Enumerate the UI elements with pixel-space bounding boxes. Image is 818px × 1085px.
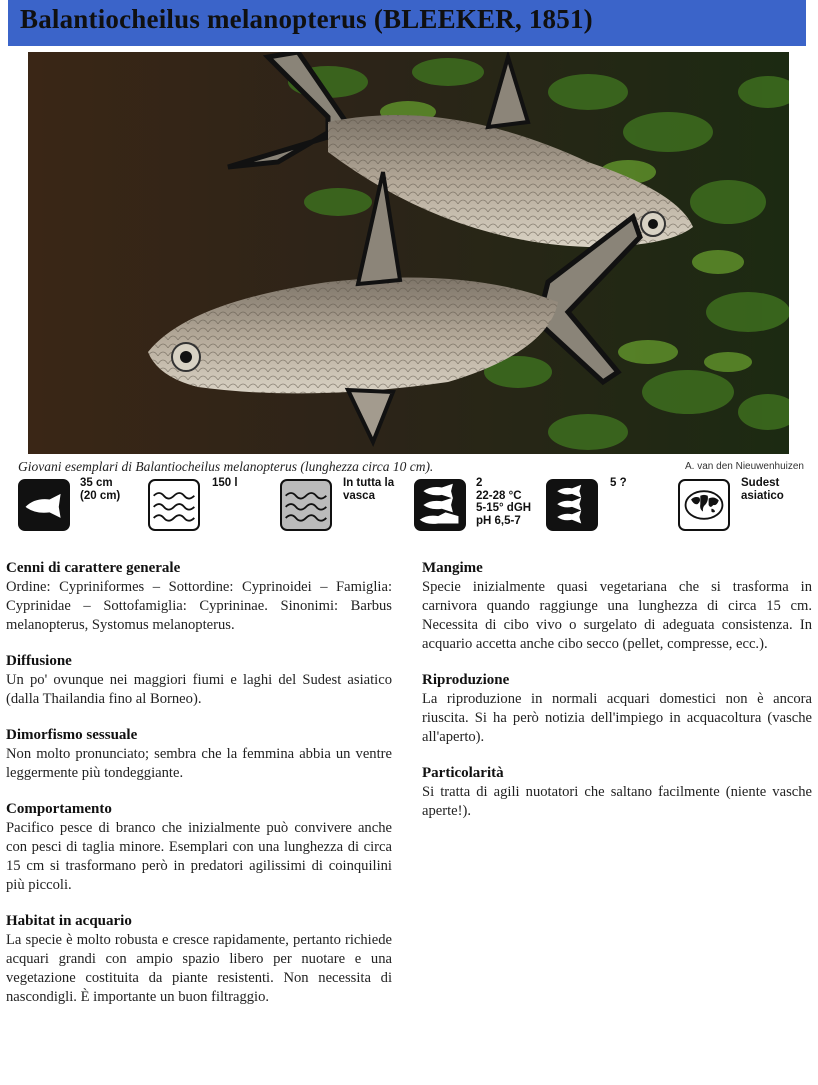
section-text: Un po' ovunque nei maggiori fiumi e laghi del Sudest asiatico (dalla Thailandia fino al Borneo). — [6, 672, 392, 707]
section-heading: Dimorfismo sessuale — [6, 727, 138, 743]
section-heading: Diffusione — [6, 653, 72, 669]
fish-size-icon — [18, 479, 70, 531]
swim-zone-text: In tutta la vasca — [343, 477, 395, 502]
section-heading: Cenni di carattere generale — [6, 560, 181, 576]
section-food — [422, 560, 812, 654]
section-dimorphism — [6, 727, 392, 783]
left-column — [6, 560, 392, 1025]
section-distribution — [6, 653, 392, 709]
globe-text: Sudest asiatico — [741, 477, 784, 502]
section-heading: Comportamento — [6, 801, 112, 817]
right-column — [422, 560, 812, 839]
fish-photo — [28, 52, 789, 454]
section-peculiarities — [422, 765, 812, 821]
photo-caption: Giovani esemplari di Balantiocheilus melanopterus (lunghezza circa 10 cm). — [18, 459, 434, 474]
swim-zone-icon — [280, 479, 332, 531]
fish-size-text: 35 cm (20 cm) — [80, 477, 121, 502]
section-text: Specie inizialmente quasi vegetariana che si trasforma in carnivora quando raggiunge una lunghezza di circa 15 cm. Necessita di cibo vivo o surgelato di adeguata consistenza. In acquario accetta anche cibo secco (pellet, compresse, ecc.). — [422, 579, 812, 652]
section-habitat — [6, 913, 392, 1007]
species-info-icons — [0, 475, 818, 535]
section-heading: Habitat in acquario — [6, 913, 132, 929]
section-text: Ordine: Cypriniformes – Sottordine: Cyprinoidei – Famiglia: Cyprinidae – Sottofamiglia: Cyprininae. Sinonimi: Barbus melanopterus, Systomus melanopterus. — [6, 579, 392, 633]
section-text: La specie è molto robusta e cresce rapidamente, pertanto richiede acquari grandi con ampio spazio libero per nuotare e una vegetazione costituita da piante resistenti. Non necessita di nascondigli. È importante un buon filtraggio. — [6, 932, 392, 1005]
section-reproduction — [422, 672, 812, 747]
diet-fish-text: 5 ? — [610, 477, 627, 489]
section-text: Si tratta di agili nuotatori che saltano facilmente (niente vasche aperte!). — [422, 784, 812, 819]
tank-volume-text: 150 l — [212, 477, 238, 489]
section-heading: Riproduzione — [422, 672, 510, 688]
photo-credit: A. van den Nieuwenhuizen — [685, 461, 804, 472]
title-bar — [8, 0, 806, 46]
water-parameters-icon — [414, 479, 466, 531]
section-heading: Particolarità — [422, 765, 504, 781]
section-text: Pacifico pesce di branco che inizialmente può convivere anche con pesci di taglia minore. Esemplari con una lunghezza di circa 15 cm si trasformano però in predatori agilissimi di coinquilini più piccoli. — [6, 820, 392, 893]
globe-icon — [678, 479, 730, 531]
page-title: Balantiocheilus melanopterus (BLEEKER, 1851) — [20, 4, 593, 34]
tank-volume-icon — [148, 479, 200, 531]
section-text: Non molto pronunciato; sembra che la femmina abbia un ventre leggermente più tondeggiante. — [6, 746, 392, 781]
fish-illustration — [28, 52, 789, 454]
section-behavior — [6, 801, 392, 895]
section-text: La riproduzione in normali acquari domestici non è ancora riuscita. Si ha però notizia dell'impiego in acquacoltura (vasche all'aperto). — [422, 691, 812, 745]
water-parameters-text: 2 22-28 °C 5-15° dGH pH 6,5-7 — [476, 477, 532, 527]
section-heading: Mangime — [422, 560, 483, 576]
section-general — [6, 560, 392, 635]
diet-fish-icon — [546, 479, 598, 531]
